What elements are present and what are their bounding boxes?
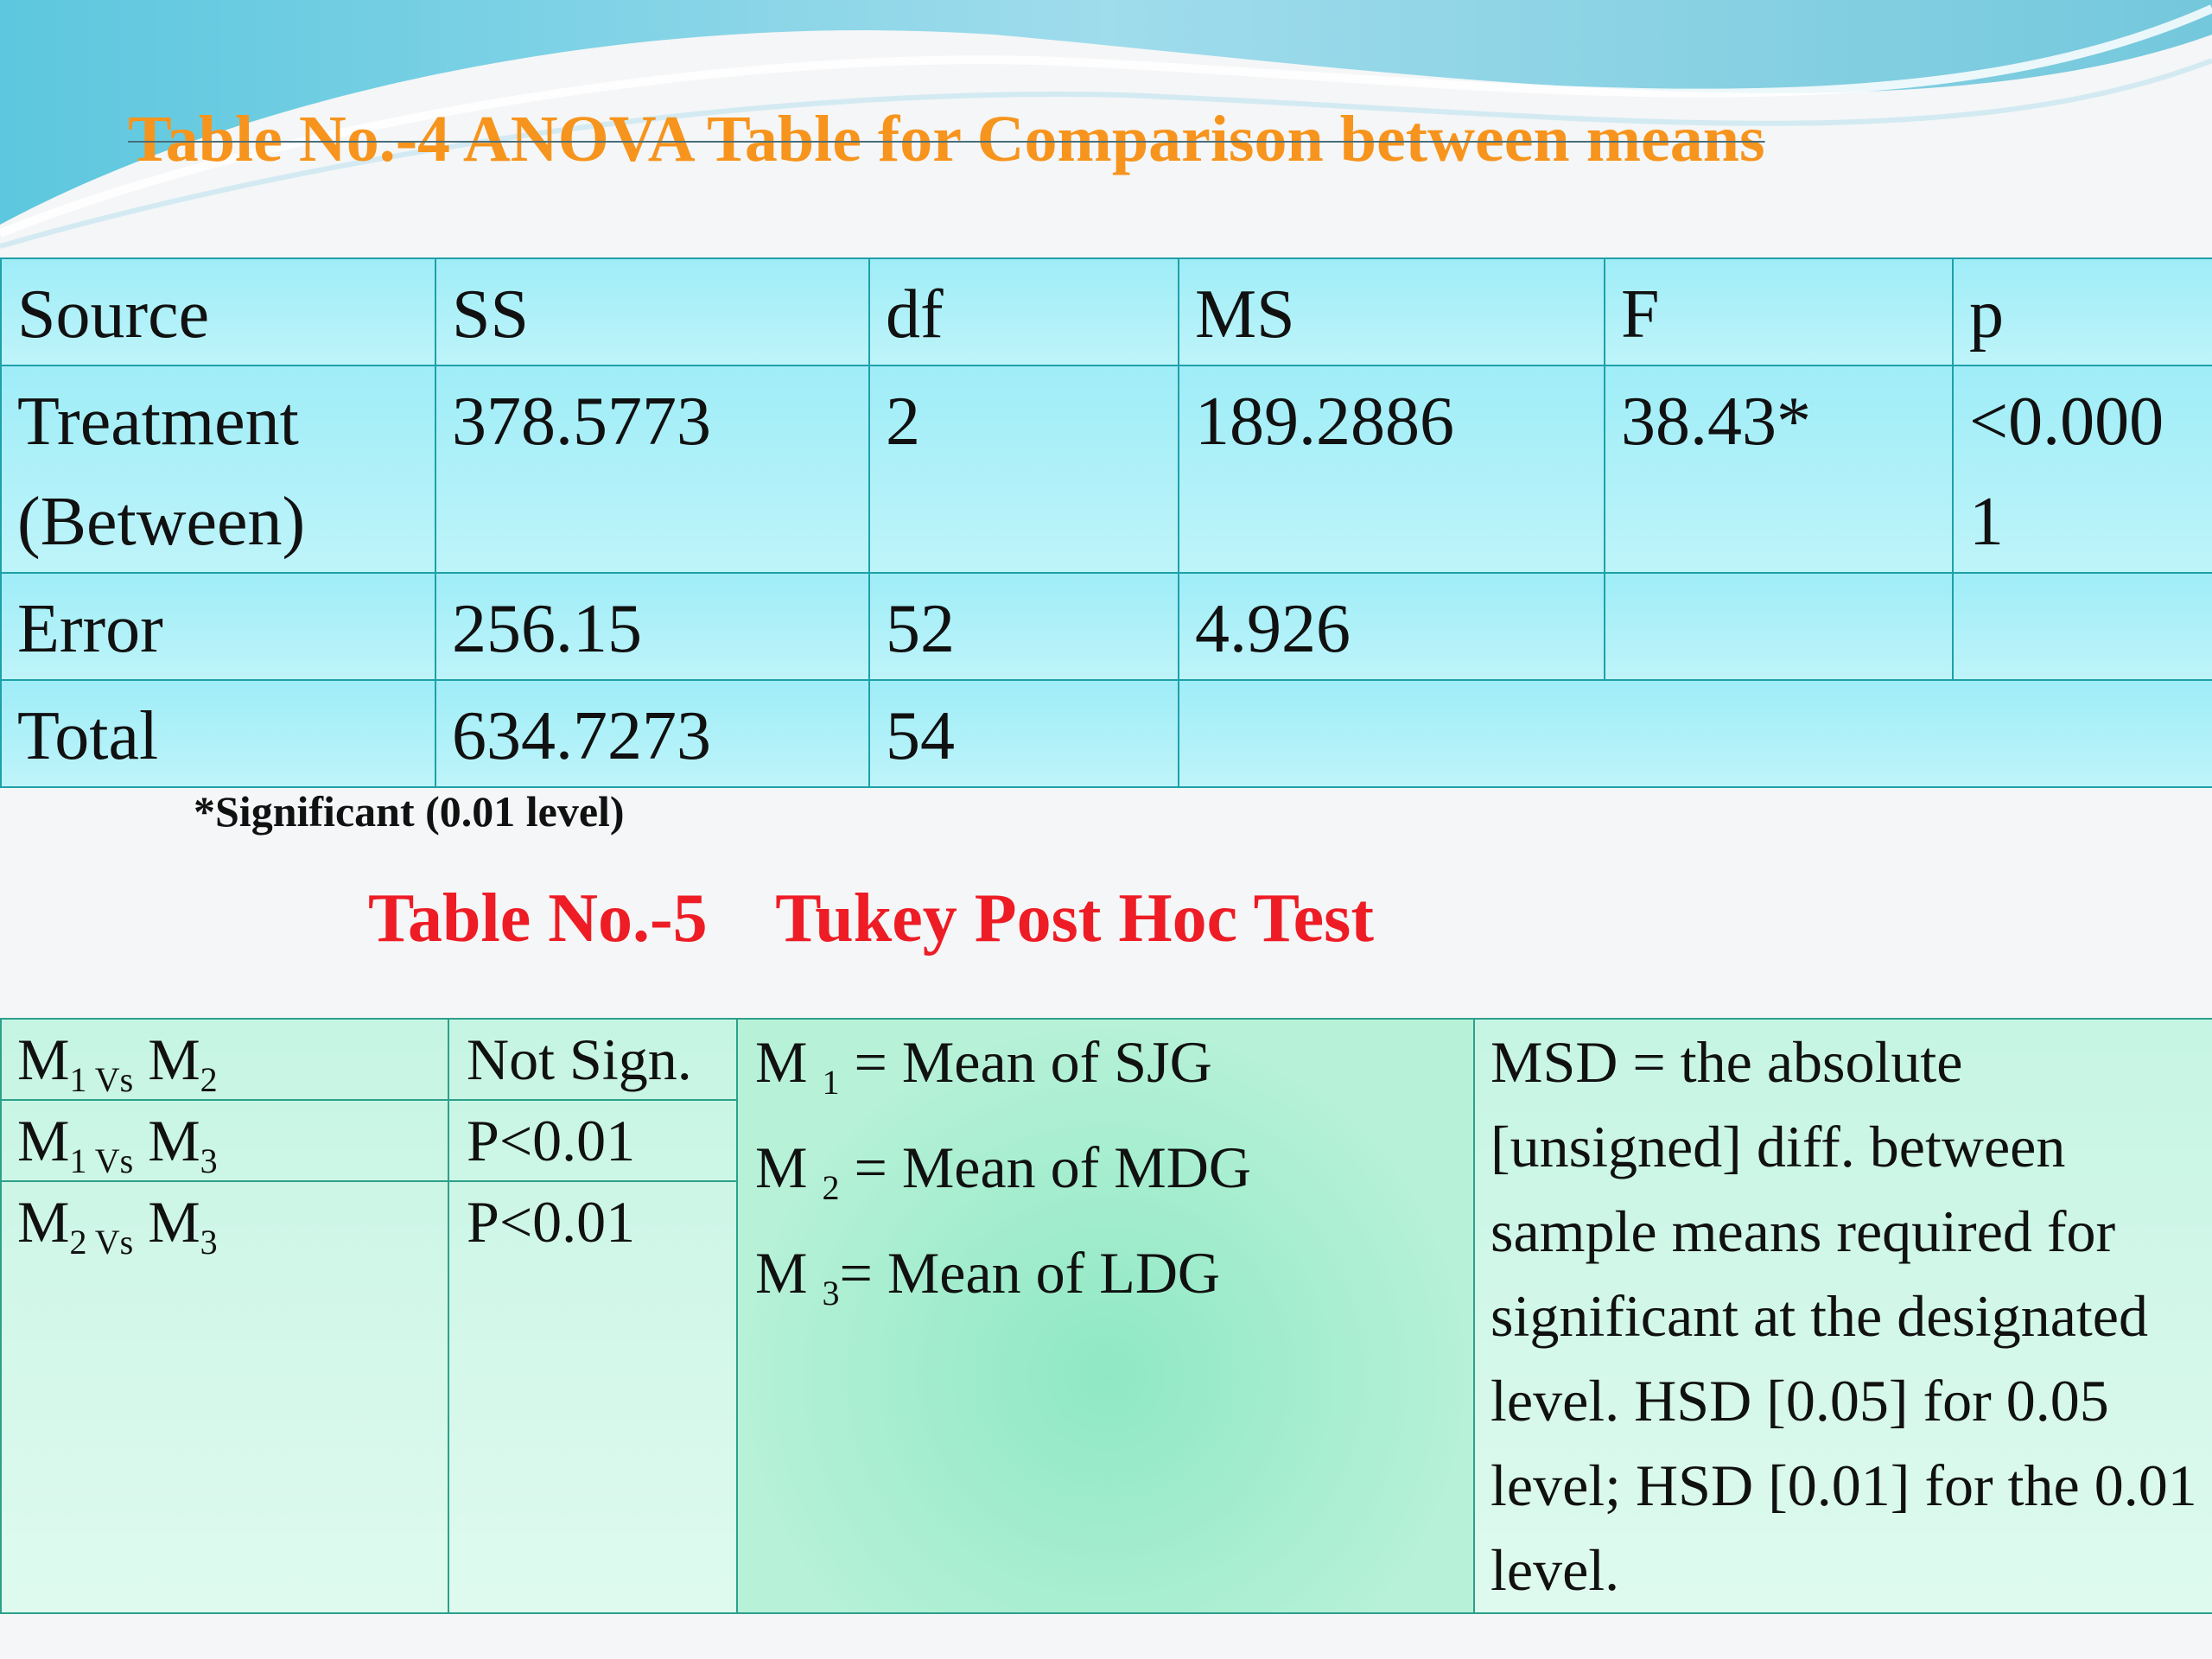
tukey-table — [0, 1018, 2212, 1614]
p-cell: <0.0001 — [1953, 365, 2212, 573]
significance-item: P<0.01 — [467, 1189, 636, 1255]
mean-definition: M $_3$= Mean of LDG — [755, 1240, 1221, 1313]
mean-definition: M $_2$ = Mean of MDG — [755, 1135, 1251, 1207]
tukey-title-name: Tukey Post Hoc Test — [775, 880, 1374, 957]
f-cell — [1605, 573, 1953, 680]
source-cell: Total — [1, 680, 435, 787]
significance-column — [448, 1019, 737, 1613]
anova-header-row — [1, 258, 2212, 365]
header-ss: SS — [435, 258, 869, 365]
empty-merged-cell — [1179, 680, 2212, 787]
means-legend-column — [737, 1019, 1474, 1613]
source-cell: Error — [1, 573, 435, 680]
significance-item: Not Sign. — [449, 1020, 736, 1101]
df-cell: 2 — [869, 365, 1179, 573]
ms-cell: 189.2886 — [1179, 365, 1605, 573]
anova-table-title: Table No.-4 ANOVA Table for Comparison between means — [128, 103, 1765, 175]
header-p: p — [1953, 258, 2212, 365]
mean-definition: M $_1$ = Mean of SJG — [755, 1029, 1212, 1102]
ss-cell: 378.5773 — [435, 365, 869, 573]
header-source: Source — [1, 258, 435, 365]
source-cell: Treatment (Between) — [1, 365, 435, 573]
tukey-title-number: Table No.-5 — [368, 880, 708, 957]
df-cell: 54 — [869, 680, 1179, 787]
table-row — [1, 365, 2212, 573]
f-cell: 38.43* — [1605, 365, 1953, 573]
ms-cell: 4.926 — [1179, 573, 1605, 680]
header-ms: MS — [1179, 258, 1605, 365]
comparison-item: $M_{2 Vs}$ $M_3$ — [17, 1189, 218, 1262]
ss-cell: 256.15 — [435, 573, 869, 680]
significance-item: P<0.01 — [449, 1101, 736, 1182]
ss-cell: 634.7273 — [435, 680, 869, 787]
table-row — [1, 573, 2212, 680]
p-cell — [1953, 573, 2212, 680]
header-df: df — [869, 258, 1179, 365]
anova-table — [0, 257, 2212, 788]
significance-footnote: *Significant (0.01 level) — [194, 787, 625, 836]
comparison-item: $M_{1 Vs}$ $M_2$ — [2, 1020, 448, 1101]
table-row — [1, 680, 2212, 787]
df-cell: 52 — [869, 573, 1179, 680]
comparison-item: $M_{1 Vs}$ $M_3$ — [2, 1101, 448, 1182]
msd-note: MSD = the absolute [unsigned] diff. between sample means required for significant at the designated level. HSD [0.05] for 0.05 level; HSD [0.01] for the 0.01 level. — [1491, 1029, 2197, 1603]
msd-note-column — [1474, 1019, 2212, 1613]
tukey-table-title — [368, 880, 1374, 958]
header-f: F — [1605, 258, 1953, 365]
comparisons-column — [1, 1019, 448, 1613]
